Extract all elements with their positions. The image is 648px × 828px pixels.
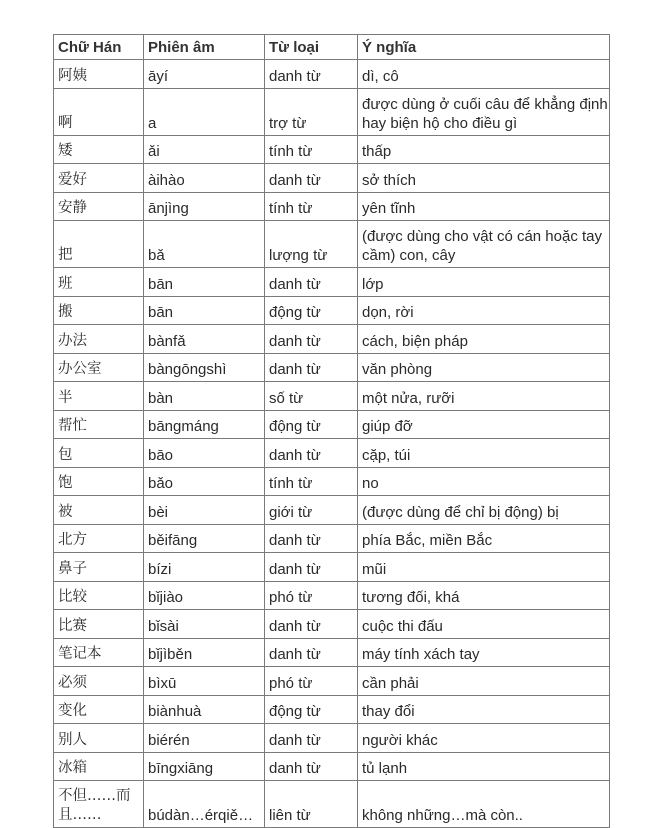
cell-meaning: (được dùng cho vật có cán hoặc tay cầm) con, cây bbox=[358, 221, 610, 268]
cell-meaning: sở thích bbox=[358, 164, 610, 193]
cell-pinyin: bǐjìběn bbox=[144, 638, 265, 667]
cell-pos: danh từ bbox=[265, 553, 358, 582]
table-row bbox=[54, 610, 610, 639]
cell-pinyin: bān bbox=[144, 296, 265, 325]
cell-pinyin: bízi bbox=[144, 553, 265, 582]
cell-pos: động từ bbox=[265, 296, 358, 325]
cell-pinyin: běifāng bbox=[144, 524, 265, 553]
cell-han: 办公室 bbox=[54, 353, 144, 382]
cell-pinyin: bàn bbox=[144, 382, 265, 411]
cell-pos: động từ bbox=[265, 695, 358, 724]
cell-pos: danh từ bbox=[265, 353, 358, 382]
cell-han: 比赛 bbox=[54, 610, 144, 639]
cell-pos: danh từ bbox=[265, 268, 358, 297]
header-pos: Từ loại bbox=[265, 35, 358, 60]
cell-pos: danh từ bbox=[265, 610, 358, 639]
cell-meaning: dọn, rời bbox=[358, 296, 610, 325]
cell-meaning: phía Bắc, miền Bắc bbox=[358, 524, 610, 553]
cell-pos: giới từ bbox=[265, 496, 358, 525]
table-row bbox=[54, 695, 610, 724]
cell-han: 半 bbox=[54, 382, 144, 411]
cell-han: 变化 bbox=[54, 695, 144, 724]
cell-han: 办法 bbox=[54, 325, 144, 354]
cell-han: 冰箱 bbox=[54, 752, 144, 781]
cell-pinyin: ǎi bbox=[144, 135, 265, 164]
cell-pinyin: bāo bbox=[144, 439, 265, 468]
cell-pos: danh từ bbox=[265, 524, 358, 553]
cell-meaning: tương đối, khá bbox=[358, 581, 610, 610]
cell-han: 笔记本 bbox=[54, 638, 144, 667]
table-header-row bbox=[54, 35, 610, 60]
cell-meaning: người khác bbox=[358, 724, 610, 753]
table-row bbox=[54, 296, 610, 325]
cell-pos: phó từ bbox=[265, 581, 358, 610]
cell-meaning: cặp, túi bbox=[358, 439, 610, 468]
cell-han: 啊 bbox=[54, 88, 144, 135]
cell-han: 包 bbox=[54, 439, 144, 468]
header-meaning: Ý nghĩa bbox=[358, 35, 610, 60]
table-row bbox=[54, 60, 610, 89]
cell-han: 爱好 bbox=[54, 164, 144, 193]
cell-meaning: cuộc thi đấu bbox=[358, 610, 610, 639]
cell-han: 不但……而且…… bbox=[54, 781, 144, 828]
cell-meaning: giúp đỡ bbox=[358, 410, 610, 439]
table-row bbox=[54, 164, 610, 193]
table-row bbox=[54, 467, 610, 496]
cell-han: 搬 bbox=[54, 296, 144, 325]
table-row bbox=[54, 496, 610, 525]
cell-meaning: cách, biện pháp bbox=[358, 325, 610, 354]
table-row bbox=[54, 667, 610, 696]
cell-meaning: mũi bbox=[358, 553, 610, 582]
cell-pos: phó từ bbox=[265, 667, 358, 696]
cell-meaning: không những…mà còn.. bbox=[358, 781, 610, 828]
cell-meaning: văn phòng bbox=[358, 353, 610, 382]
cell-pos: danh từ bbox=[265, 752, 358, 781]
table-row bbox=[54, 781, 610, 828]
table-body bbox=[54, 60, 610, 828]
cell-pos: danh từ bbox=[265, 60, 358, 89]
cell-pos: danh từ bbox=[265, 439, 358, 468]
cell-pinyin: àihào bbox=[144, 164, 265, 193]
cell-han: 班 bbox=[54, 268, 144, 297]
cell-pinyin: a bbox=[144, 88, 265, 135]
cell-pos: tính từ bbox=[265, 192, 358, 221]
cell-pos: danh từ bbox=[265, 164, 358, 193]
cell-han: 帮忙 bbox=[54, 410, 144, 439]
cell-pinyin: bān bbox=[144, 268, 265, 297]
cell-han: 别人 bbox=[54, 724, 144, 753]
cell-han: 必须 bbox=[54, 667, 144, 696]
cell-pinyin: bànfǎ bbox=[144, 325, 265, 354]
table-row bbox=[54, 752, 610, 781]
cell-pinyin: biérén bbox=[144, 724, 265, 753]
header-pinyin: Phiên âm bbox=[144, 35, 265, 60]
cell-meaning: no bbox=[358, 467, 610, 496]
cell-pos: số từ bbox=[265, 382, 358, 411]
cell-han: 把 bbox=[54, 221, 144, 268]
cell-han: 阿姨 bbox=[54, 60, 144, 89]
table-row bbox=[54, 221, 610, 268]
cell-pos: tính từ bbox=[265, 135, 358, 164]
cell-meaning: (được dùng để chỉ bị động) bị bbox=[358, 496, 610, 525]
table-row bbox=[54, 353, 610, 382]
cell-meaning: được dùng ở cuối câu để khẳng định hay biện hộ cho điều gì bbox=[358, 88, 610, 135]
table-row bbox=[54, 724, 610, 753]
cell-meaning: dì, cô bbox=[358, 60, 610, 89]
cell-pinyin: bèi bbox=[144, 496, 265, 525]
cell-pos: danh từ bbox=[265, 325, 358, 354]
cell-pinyin: ānjìng bbox=[144, 192, 265, 221]
table-row bbox=[54, 638, 610, 667]
cell-pinyin: bìxū bbox=[144, 667, 265, 696]
cell-pos: lượng từ bbox=[265, 221, 358, 268]
cell-pinyin: búdàn…érqiě… bbox=[144, 781, 265, 828]
cell-han: 比较 bbox=[54, 581, 144, 610]
cell-han: 矮 bbox=[54, 135, 144, 164]
cell-pos: danh từ bbox=[265, 638, 358, 667]
cell-pinyin: bāngmáng bbox=[144, 410, 265, 439]
cell-pinyin: bǎo bbox=[144, 467, 265, 496]
vocabulary-table bbox=[53, 34, 610, 828]
cell-han: 被 bbox=[54, 496, 144, 525]
table-row bbox=[54, 581, 610, 610]
table-row bbox=[54, 135, 610, 164]
cell-pos: tính từ bbox=[265, 467, 358, 496]
cell-pinyin: āyí bbox=[144, 60, 265, 89]
table-row bbox=[54, 553, 610, 582]
cell-pinyin: bàngōngshì bbox=[144, 353, 265, 382]
cell-pos: trợ từ bbox=[265, 88, 358, 135]
cell-meaning: máy tính xách tay bbox=[358, 638, 610, 667]
table-row bbox=[54, 268, 610, 297]
cell-pos: danh từ bbox=[265, 724, 358, 753]
cell-meaning: cần phải bbox=[358, 667, 610, 696]
cell-pinyin: bǐsài bbox=[144, 610, 265, 639]
cell-meaning: yên tĩnh bbox=[358, 192, 610, 221]
cell-pos: động từ bbox=[265, 410, 358, 439]
cell-meaning: tủ lạnh bbox=[358, 752, 610, 781]
table-row bbox=[54, 410, 610, 439]
table-row bbox=[54, 382, 610, 411]
cell-meaning: một nửa, rưỡi bbox=[358, 382, 610, 411]
cell-han: 安静 bbox=[54, 192, 144, 221]
cell-pos: liên từ bbox=[265, 781, 358, 828]
cell-han: 北方 bbox=[54, 524, 144, 553]
table-row bbox=[54, 439, 610, 468]
table-row bbox=[54, 192, 610, 221]
cell-meaning: thấp bbox=[358, 135, 610, 164]
cell-pinyin: biànhuà bbox=[144, 695, 265, 724]
cell-pinyin: bǐjiào bbox=[144, 581, 265, 610]
table-row bbox=[54, 88, 610, 135]
cell-pinyin: bīngxiāng bbox=[144, 752, 265, 781]
table-row bbox=[54, 524, 610, 553]
cell-meaning: thay đổi bbox=[358, 695, 610, 724]
cell-meaning: lớp bbox=[358, 268, 610, 297]
table-row bbox=[54, 325, 610, 354]
cell-han: 鼻子 bbox=[54, 553, 144, 582]
header-han: Chữ Hán bbox=[54, 35, 144, 60]
cell-pinyin: bǎ bbox=[144, 221, 265, 268]
cell-han: 饱 bbox=[54, 467, 144, 496]
